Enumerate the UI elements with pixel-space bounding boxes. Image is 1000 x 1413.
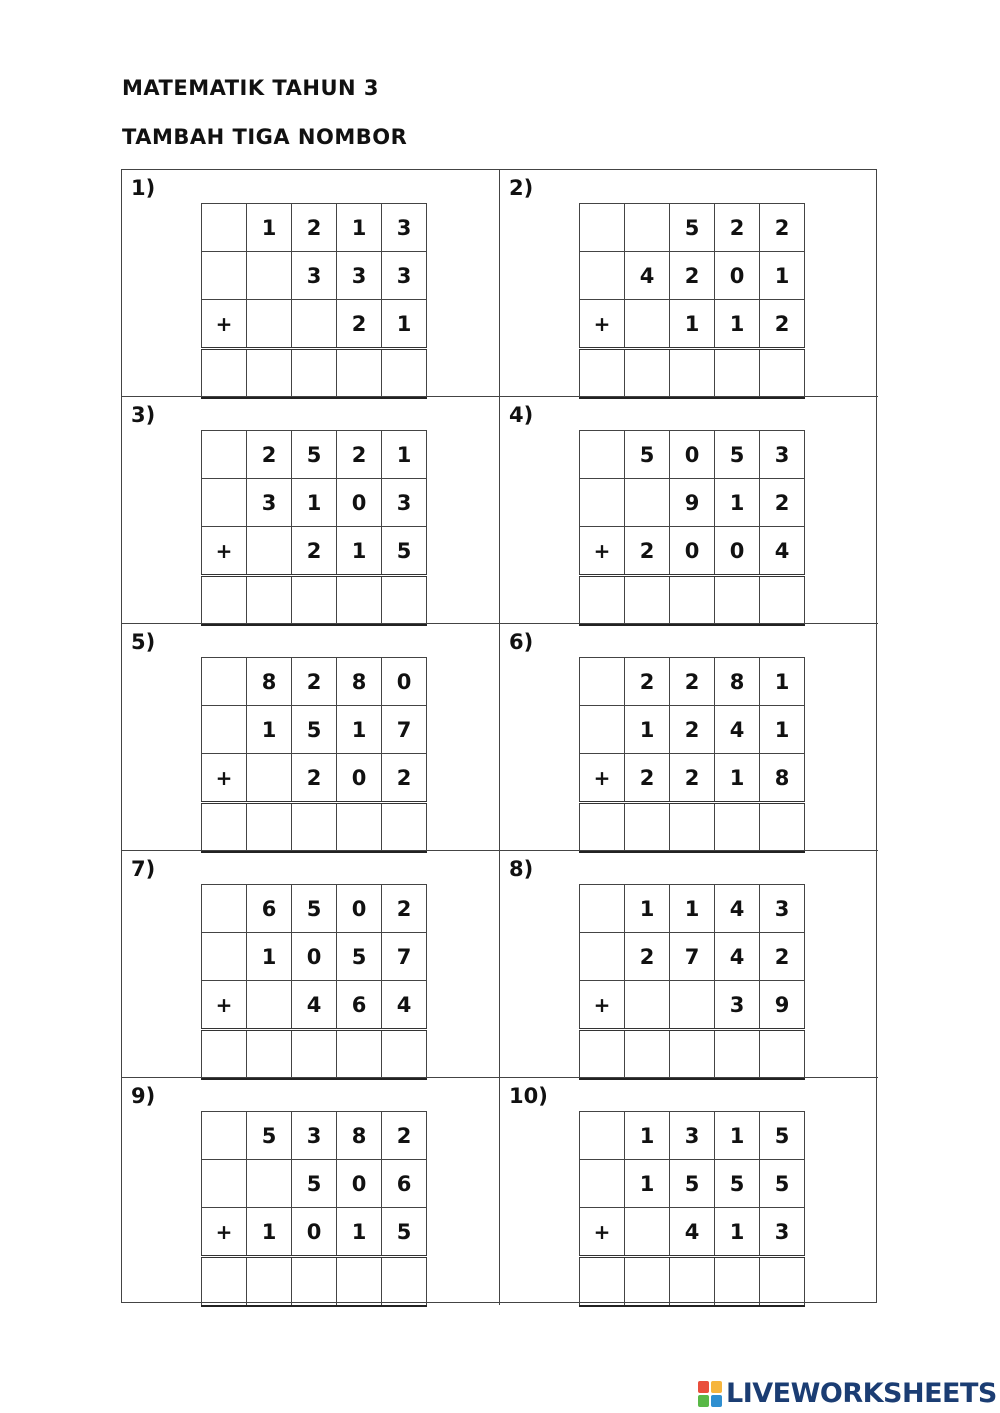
plus-sign: + (202, 1208, 247, 1257)
digit-cell: 6 (247, 885, 292, 933)
answer-cell[interactable] (247, 576, 292, 626)
answer-cell[interactable] (625, 1030, 670, 1080)
addend-row (580, 885, 805, 933)
problem-number: 7) (131, 857, 156, 881)
digit-cell: 0 (337, 479, 382, 527)
digit-cell (625, 981, 670, 1030)
plus-sign: + (202, 981, 247, 1030)
digit-cell: 1 (670, 885, 715, 933)
digit-cell (202, 1112, 247, 1160)
addition-grid (579, 884, 805, 1080)
problem-cell (500, 397, 878, 624)
digit-cell: 1 (760, 658, 805, 706)
addend-row (202, 479, 427, 527)
digit-cell: 5 (715, 1160, 760, 1208)
digit-cell: 2 (247, 431, 292, 479)
answer-cell[interactable] (715, 349, 760, 399)
addend-row (580, 300, 805, 349)
addend-row (202, 1160, 427, 1208)
answer-cell[interactable] (202, 803, 247, 853)
digit-cell: 1 (715, 479, 760, 527)
answer-cell[interactable] (715, 1030, 760, 1080)
answer-cell[interactable] (292, 349, 337, 399)
addend-row (580, 1208, 805, 1257)
answer-cell[interactable] (382, 1030, 427, 1080)
digit-cell: 5 (292, 1160, 337, 1208)
digit-cell (247, 252, 292, 300)
answer-cell[interactable] (760, 349, 805, 399)
liveworksheets-wordmark: LIVEWORKSHEETS (726, 1378, 997, 1409)
digit-cell: 2 (760, 479, 805, 527)
answer-row (580, 1030, 805, 1080)
page-title: MATEMATIK TAHUN 3 (122, 76, 380, 100)
addend-row (580, 754, 805, 803)
addend-row (580, 1112, 805, 1160)
digit-cell: 8 (337, 658, 382, 706)
digit-cell: 1 (715, 1208, 760, 1257)
answer-cell[interactable] (580, 1030, 625, 1080)
digit-cell: 5 (337, 933, 382, 981)
answer-row (202, 1257, 427, 1307)
digit-cell: 2 (670, 706, 715, 754)
addition-grid (579, 430, 805, 626)
digit-cell: 1 (760, 706, 805, 754)
digit-cell: 4 (715, 885, 760, 933)
addend-row (580, 204, 805, 252)
digit-cell: 2 (670, 252, 715, 300)
digit-cell: 5 (247, 1112, 292, 1160)
digit-cell: 1 (247, 204, 292, 252)
answer-cell[interactable] (247, 1257, 292, 1307)
answer-cell[interactable] (382, 803, 427, 853)
answer-cell[interactable] (760, 1030, 805, 1080)
answer-row (202, 803, 427, 853)
problem-cell (122, 170, 500, 397)
plus-sign: + (202, 527, 247, 576)
answer-cell[interactable] (580, 803, 625, 853)
digit-cell: 2 (625, 658, 670, 706)
problem-cell (500, 1078, 878, 1305)
digit-cell (580, 479, 625, 527)
digit-cell: 1 (625, 706, 670, 754)
addend-row (202, 527, 427, 576)
digit-cell: 4 (382, 981, 427, 1030)
logo-square-yellow (711, 1381, 722, 1393)
digit-cell (202, 431, 247, 479)
digit-cell (292, 300, 337, 349)
digit-cell (625, 300, 670, 349)
digit-cell (202, 479, 247, 527)
digit-cell (670, 981, 715, 1030)
answer-cell[interactable] (625, 803, 670, 853)
digit-cell (580, 1160, 625, 1208)
digit-cell: 3 (670, 1112, 715, 1160)
digit-cell: 2 (670, 754, 715, 803)
digit-cell (247, 754, 292, 803)
answer-row (202, 349, 427, 399)
digit-cell (580, 252, 625, 300)
addend-row (580, 527, 805, 576)
digit-cell: 5 (670, 1160, 715, 1208)
addend-row (580, 658, 805, 706)
plus-sign: + (580, 754, 625, 803)
digit-cell: 1 (337, 1208, 382, 1257)
digit-cell: 1 (625, 1112, 670, 1160)
digit-cell: 5 (715, 431, 760, 479)
problem-cell (122, 1078, 500, 1305)
digit-cell: 3 (715, 981, 760, 1030)
addition-grid (201, 203, 427, 399)
addend-row (202, 252, 427, 300)
digit-cell: 5 (382, 527, 427, 576)
digit-cell: 0 (337, 885, 382, 933)
page-subtitle: TAMBAH TIGA NOMBOR (122, 125, 408, 149)
digit-cell: 0 (337, 754, 382, 803)
digit-cell (580, 431, 625, 479)
digit-cell: 4 (670, 1208, 715, 1257)
digit-cell: 2 (337, 431, 382, 479)
digit-cell (247, 1160, 292, 1208)
digit-cell: 1 (292, 479, 337, 527)
digit-cell: 5 (292, 431, 337, 479)
digit-cell: 2 (760, 204, 805, 252)
answer-cell[interactable] (580, 349, 625, 399)
digit-cell (202, 252, 247, 300)
digit-cell: 4 (292, 981, 337, 1030)
digit-cell: 5 (292, 885, 337, 933)
answer-cell[interactable] (202, 576, 247, 626)
digit-cell (625, 479, 670, 527)
answer-cell[interactable] (292, 1257, 337, 1307)
addition-grid (201, 884, 427, 1080)
digit-cell: 1 (247, 706, 292, 754)
digit-cell: 5 (760, 1112, 805, 1160)
digit-cell: 4 (760, 527, 805, 576)
digit-cell: 3 (760, 1208, 805, 1257)
digit-cell (625, 204, 670, 252)
answer-cell[interactable] (247, 1030, 292, 1080)
logo-square-red (698, 1381, 709, 1393)
problem-number: 3) (131, 403, 156, 427)
digit-cell (580, 658, 625, 706)
digit-cell: 8 (715, 658, 760, 706)
problem-cell (500, 624, 878, 851)
addend-row (202, 1112, 427, 1160)
problem-number: 10) (509, 1084, 548, 1108)
addend-row (202, 706, 427, 754)
digit-cell: 0 (382, 658, 427, 706)
answer-cell[interactable] (715, 803, 760, 853)
answer-cell[interactable] (202, 1257, 247, 1307)
answer-row (580, 803, 805, 853)
answer-cell[interactable] (382, 1257, 427, 1307)
problem-number: 6) (509, 630, 534, 654)
addition-grid (201, 1111, 427, 1307)
answer-cell[interactable] (382, 576, 427, 626)
digit-cell: 3 (382, 252, 427, 300)
digit-cell: 2 (292, 754, 337, 803)
digit-cell (202, 1160, 247, 1208)
digit-cell: 5 (760, 1160, 805, 1208)
answer-cell[interactable] (382, 349, 427, 399)
digit-cell: 6 (382, 1160, 427, 1208)
problems-table (121, 169, 877, 1303)
digit-cell (580, 706, 625, 754)
answer-cell[interactable] (202, 349, 247, 399)
digit-cell: 0 (292, 1208, 337, 1257)
answer-cell[interactable] (247, 803, 292, 853)
answer-cell[interactable] (760, 1257, 805, 1307)
digit-cell: 9 (670, 479, 715, 527)
digit-cell: 1 (670, 300, 715, 349)
digit-cell: 0 (670, 527, 715, 576)
answer-cell[interactable] (580, 576, 625, 626)
digit-cell: 5 (670, 204, 715, 252)
addend-row (202, 754, 427, 803)
digit-cell: 0 (715, 527, 760, 576)
digit-cell: 1 (382, 431, 427, 479)
answer-cell[interactable] (292, 576, 337, 626)
answer-cell[interactable] (202, 1030, 247, 1080)
digit-cell: 2 (382, 754, 427, 803)
digit-cell: 2 (382, 885, 427, 933)
digit-cell: 3 (382, 479, 427, 527)
answer-cell[interactable] (625, 576, 670, 626)
digit-cell (247, 300, 292, 349)
problem-cell (122, 851, 500, 1078)
problem-cell (122, 624, 500, 851)
addition-grid (579, 657, 805, 853)
addend-row (202, 204, 427, 252)
digit-cell: 4 (625, 252, 670, 300)
digit-cell: 1 (382, 300, 427, 349)
problem-number: 1) (131, 176, 156, 200)
plus-sign: + (580, 1208, 625, 1257)
digit-cell: 3 (337, 252, 382, 300)
problem-cell (500, 170, 878, 397)
digit-cell: 8 (760, 754, 805, 803)
addend-row (202, 885, 427, 933)
addend-row (580, 1160, 805, 1208)
digit-cell: 2 (292, 527, 337, 576)
digit-cell: 1 (337, 204, 382, 252)
addend-row (202, 431, 427, 479)
plus-sign: + (202, 754, 247, 803)
digit-cell: 1 (625, 885, 670, 933)
addend-row (580, 431, 805, 479)
plus-sign: + (202, 300, 247, 349)
answer-cell[interactable] (760, 803, 805, 853)
digit-cell: 9 (760, 981, 805, 1030)
digit-cell: 5 (382, 1208, 427, 1257)
problem-cell (500, 851, 878, 1078)
addition-grid (201, 657, 427, 853)
digit-cell: 1 (247, 933, 292, 981)
problem-number: 9) (131, 1084, 156, 1108)
problem-number: 2) (509, 176, 534, 200)
addend-row (580, 252, 805, 300)
plus-sign: + (580, 300, 625, 349)
digit-cell: 4 (715, 933, 760, 981)
answer-cell[interactable] (670, 349, 715, 399)
answer-cell[interactable] (715, 1257, 760, 1307)
digit-cell: 1 (337, 706, 382, 754)
answer-cell[interactable] (337, 1257, 382, 1307)
answer-row (580, 1257, 805, 1307)
digit-cell: 0 (715, 252, 760, 300)
digit-cell (202, 933, 247, 981)
addend-row (202, 933, 427, 981)
liveworksheets-brand (698, 1378, 997, 1409)
digit-cell: 1 (715, 1112, 760, 1160)
addend-row (202, 300, 427, 349)
digit-cell: 6 (337, 981, 382, 1030)
digit-cell: 2 (382, 1112, 427, 1160)
digit-cell: 3 (247, 479, 292, 527)
digit-cell: 3 (760, 885, 805, 933)
addend-row (202, 1208, 427, 1257)
logo-square-green (698, 1395, 709, 1407)
answer-cell[interactable] (337, 349, 382, 399)
digit-cell: 7 (382, 933, 427, 981)
addend-row (580, 933, 805, 981)
plus-sign: + (580, 981, 625, 1030)
digit-cell: 2 (625, 754, 670, 803)
answer-row (580, 576, 805, 626)
addition-grid (201, 430, 427, 626)
answer-cell[interactable] (292, 1030, 337, 1080)
digit-cell: 2 (337, 300, 382, 349)
addition-grid (579, 1111, 805, 1307)
digit-cell: 5 (625, 431, 670, 479)
digit-cell: 1 (247, 1208, 292, 1257)
answer-cell[interactable] (580, 1257, 625, 1307)
digit-cell: 1 (625, 1160, 670, 1208)
addend-row (580, 479, 805, 527)
digit-cell: 1 (715, 300, 760, 349)
answer-cell[interactable] (760, 576, 805, 626)
liveworksheets-logo-icon (698, 1381, 722, 1407)
digit-cell: 2 (670, 658, 715, 706)
answer-cell[interactable] (337, 1030, 382, 1080)
problem-number: 8) (509, 857, 534, 881)
addend-row (580, 981, 805, 1030)
digit-cell (580, 885, 625, 933)
digit-cell: 1 (760, 252, 805, 300)
digit-cell (580, 1112, 625, 1160)
digit-cell (202, 885, 247, 933)
digit-cell: 2 (715, 204, 760, 252)
answer-cell[interactable] (247, 349, 292, 399)
digit-cell (202, 204, 247, 252)
digit-cell (247, 527, 292, 576)
digit-cell: 4 (715, 706, 760, 754)
digit-cell: 7 (382, 706, 427, 754)
digit-cell (202, 706, 247, 754)
digit-cell (202, 658, 247, 706)
digit-cell: 3 (760, 431, 805, 479)
digit-cell: 2 (760, 300, 805, 349)
digit-cell: 0 (670, 431, 715, 479)
digit-cell (580, 204, 625, 252)
digit-cell: 3 (292, 252, 337, 300)
problem-number: 4) (509, 403, 534, 427)
answer-cell[interactable] (337, 803, 382, 853)
answer-row (202, 576, 427, 626)
digit-cell: 3 (292, 1112, 337, 1160)
digit-cell: 8 (337, 1112, 382, 1160)
answer-cell[interactable] (670, 1030, 715, 1080)
digit-cell: 2 (760, 933, 805, 981)
problem-number: 5) (131, 630, 156, 654)
answer-cell[interactable] (715, 576, 760, 626)
plus-sign: + (580, 527, 625, 576)
answer-cell[interactable] (625, 349, 670, 399)
answer-cell[interactable] (670, 803, 715, 853)
digit-cell: 2 (625, 933, 670, 981)
digit-cell: 2 (292, 204, 337, 252)
answer-cell[interactable] (670, 576, 715, 626)
digit-cell (580, 933, 625, 981)
digit-cell: 0 (292, 933, 337, 981)
digit-cell: 8 (247, 658, 292, 706)
answer-cell[interactable] (625, 1257, 670, 1307)
digit-cell: 7 (670, 933, 715, 981)
digit-cell: 1 (715, 754, 760, 803)
digit-cell: 3 (382, 204, 427, 252)
digit-cell (247, 981, 292, 1030)
digit-cell: 2 (292, 658, 337, 706)
answer-cell[interactable] (670, 1257, 715, 1307)
addition-grid (579, 203, 805, 399)
digit-cell: 1 (337, 527, 382, 576)
addend-row (580, 706, 805, 754)
digit-cell: 5 (292, 706, 337, 754)
addend-row (202, 981, 427, 1030)
digit-cell: 0 (337, 1160, 382, 1208)
digit-cell (625, 1208, 670, 1257)
answer-cell[interactable] (292, 803, 337, 853)
answer-cell[interactable] (337, 576, 382, 626)
digit-cell: 2 (625, 527, 670, 576)
addend-row (202, 658, 427, 706)
answer-row (202, 1030, 427, 1080)
problem-cell (122, 397, 500, 624)
answer-row (580, 349, 805, 399)
logo-square-blue (711, 1395, 722, 1407)
